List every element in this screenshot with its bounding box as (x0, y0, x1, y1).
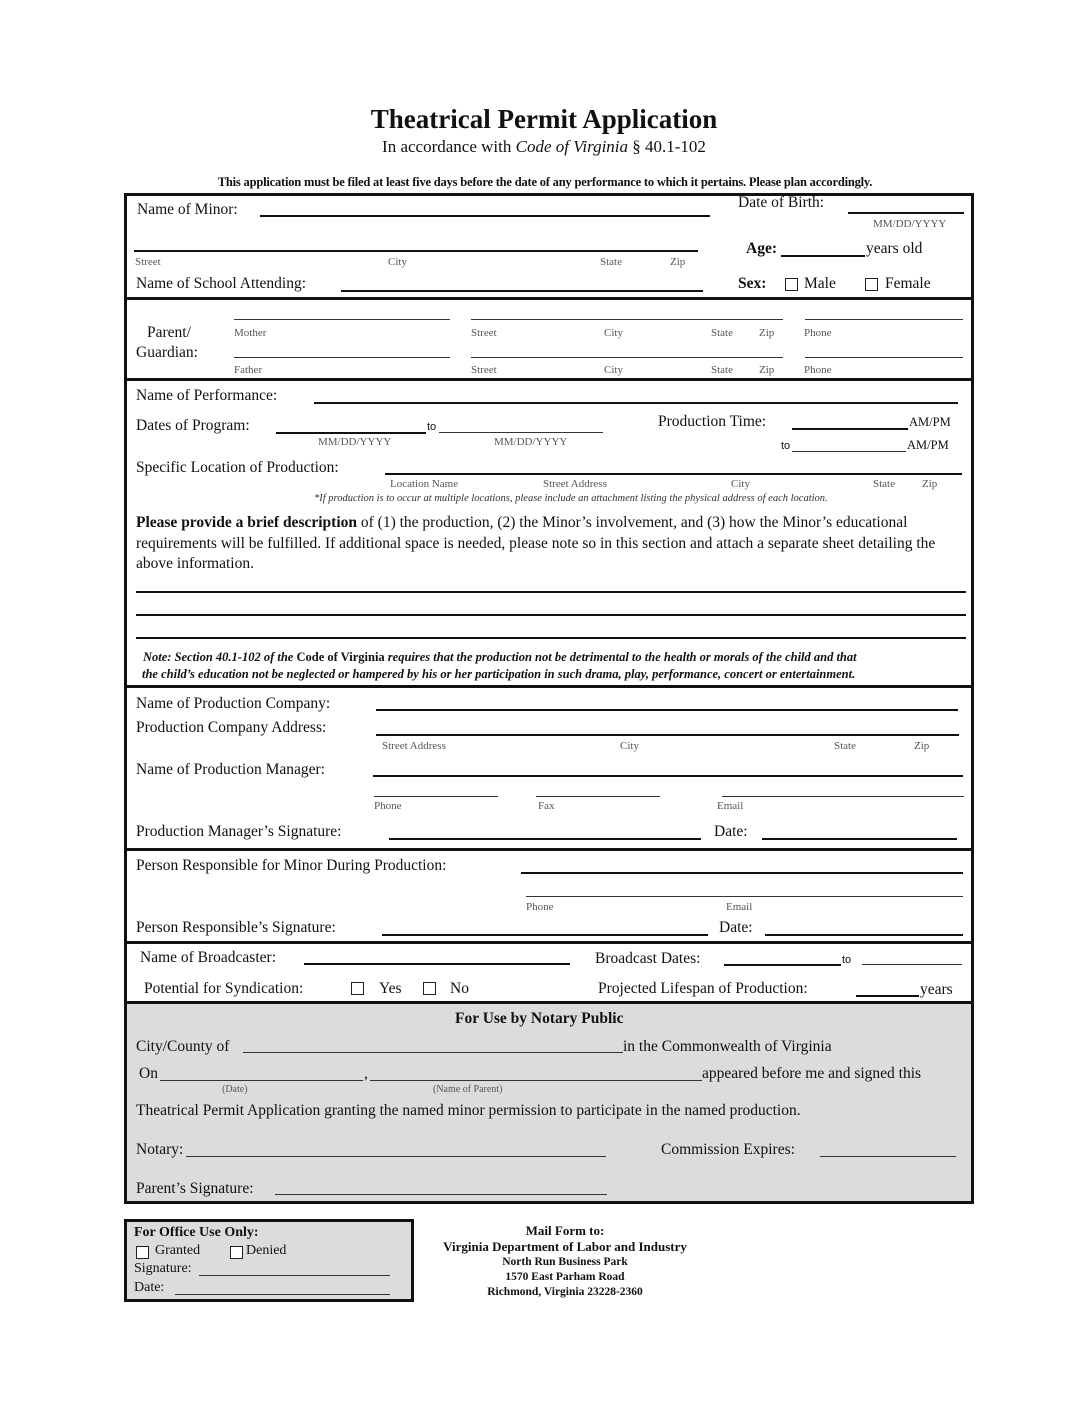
address-hint-state: State (600, 256, 622, 268)
start-time-field[interactable] (792, 428, 908, 430)
father-state-hint: State (711, 364, 733, 376)
male-checkbox[interactable] (785, 278, 798, 291)
father-street-hint: Street (471, 364, 497, 376)
manager-fax-field[interactable] (536, 796, 660, 797)
start-ampm: AM/PM (909, 415, 951, 429)
school-field[interactable] (341, 290, 703, 292)
denied-label: Denied (246, 1243, 287, 1258)
father-phone-hint: Phone (804, 364, 832, 376)
office-date-label: Date: (134, 1280, 165, 1295)
notary-date-field[interactable] (160, 1080, 363, 1081)
manager-signature-label: Production Manager’s Signature: (136, 823, 342, 840)
description-line-1[interactable] (136, 591, 966, 593)
address-hint-street: Street (135, 256, 161, 268)
school-label: Name of School Attending: (136, 275, 307, 292)
age-field[interactable] (781, 255, 865, 257)
company-zip-hint: Zip (914, 740, 930, 752)
notary-parent-hint: (Name of Parent) (433, 1084, 503, 1095)
responsible-phone-hint: Phone (526, 901, 554, 913)
parent-signature-label: Parent’s Signature: (136, 1180, 254, 1197)
company-city-hint: City (620, 740, 639, 752)
syndication-no-label: No (450, 980, 469, 997)
notary-heading: For Use by Notary Public (455, 1010, 624, 1027)
parent-signature-field[interactable] (275, 1194, 607, 1195)
broadcaster-label: Name of Broadcaster: (140, 949, 276, 966)
performance-name-label: Name of Performance: (136, 387, 278, 404)
time-to: to (781, 440, 791, 452)
mail-org: Virginia Department of Labor and Industry (443, 1239, 687, 1254)
company-name-label: Name of Production Company: (136, 695, 331, 712)
subtitle-prefix: In accordance with (382, 137, 516, 156)
dob-field[interactable] (848, 212, 964, 214)
description-line-3[interactable] (136, 637, 966, 639)
manager-date-label: Date: (714, 823, 748, 840)
manager-fax-hint: Fax (538, 800, 555, 812)
address-hint-city: City (388, 256, 407, 268)
company-address-field[interactable] (376, 734, 959, 736)
lifespan-label: Projected Lifespan of Production: (598, 980, 808, 997)
mail-line2: 1570 East Parham Road (505, 1271, 625, 1283)
company-street-hint: Street Address (382, 740, 446, 752)
father-zip-hint: Zip (759, 364, 775, 376)
manager-email-field[interactable] (722, 796, 964, 797)
mother-street-hint: Street (471, 327, 497, 339)
responsible-contact-field[interactable] (526, 896, 963, 897)
manager-name-field[interactable] (373, 775, 963, 777)
legal-note-line2: the child’s education not be neglected or hampered by his or her participation in such drama, play, performance, concert or entertainment. (142, 667, 856, 681)
responsible-signature-field[interactable] (382, 934, 708, 936)
manager-name-label: Name of Production Manager: (136, 761, 325, 778)
syndication-yes-label: Yes (379, 980, 402, 997)
commission-field[interactable] (820, 1156, 956, 1157)
location-street-hint: Street Address (543, 478, 607, 490)
broadcast-dates-label: Broadcast Dates: (595, 950, 701, 967)
notary-field[interactable] (186, 1156, 606, 1157)
performance-name-field[interactable] (314, 402, 958, 404)
location-name-hint: Location Name (390, 478, 459, 490)
location-zip-hint: Zip (922, 478, 938, 490)
end-time-field[interactable] (792, 451, 906, 452)
minor-name-label: Name of Minor: (137, 201, 238, 218)
father-city-hint: City (604, 364, 623, 376)
mother-hint: Mother (234, 327, 267, 339)
mother-name-field[interactable] (234, 319, 450, 320)
company-name-field[interactable] (376, 709, 958, 711)
denied-checkbox[interactable] (230, 1246, 243, 1259)
form-title: Theatrical Permit Application (370, 104, 718, 134)
notary-label: Notary: (136, 1141, 184, 1158)
father-name-field[interactable] (234, 357, 450, 358)
lifespan-field[interactable] (856, 995, 919, 997)
location-state-hint: State (873, 478, 895, 490)
office-heading: For Office Use Only: (134, 1225, 259, 1240)
legal-note-line1 (143, 650, 857, 665)
mail-line3: Richmond, Virginia 23228-2360 (487, 1286, 643, 1298)
parent-name-field[interactable] (370, 1080, 702, 1081)
guardian-label-line1: Parent/ (147, 324, 191, 341)
office-date-field[interactable] (175, 1294, 390, 1295)
subtitle-suffix: § 40.1-102 (628, 137, 706, 156)
minor-address-field[interactable] (134, 250, 698, 252)
form-subtitle (0, 137, 1088, 157)
on-label: On (139, 1065, 158, 1082)
dob-format-hint: MM/DD/YYYY (873, 218, 947, 230)
legal-note-b: requires that the production not be detrimental to the health or morals of the child and that (384, 650, 857, 664)
on-comma: , (364, 1065, 368, 1082)
multi-location-note: *If production is to occur at multiple locations, please include an attachment listing the physical address of each location. (314, 493, 828, 504)
dates-label: Dates of Program: (136, 417, 250, 434)
description-instructions (136, 513, 966, 575)
commonwealth-text: in the Commonwealth of Virginia (623, 1038, 832, 1055)
age-label: Age: (746, 240, 777, 257)
notary-statement: Theatrical Permit Application granting the named minor permission to participate in the named production. (136, 1102, 801, 1119)
broadcast-start-field[interactable] (724, 964, 841, 966)
manager-phone-field[interactable] (374, 796, 498, 797)
female-label: Female (885, 275, 931, 292)
granted-label: Granted (155, 1243, 201, 1258)
end-ampm: AM/PM (907, 438, 949, 452)
responsible-name-field[interactable] (521, 872, 963, 874)
mail-heading: Mail Form to: (525, 1223, 605, 1238)
responsible-email-hint: Email (726, 901, 753, 913)
minor-name-field[interactable] (260, 215, 710, 217)
responsible-signature-label: Person Responsible’s Signature: (136, 919, 336, 936)
male-label: Male (804, 275, 836, 292)
description-bold: Please provide a brief description (136, 514, 357, 531)
responsible-name-label: Person Responsible for Minor During Production: (136, 857, 447, 874)
sex-label: Sex: (738, 275, 767, 292)
end-date-field[interactable] (439, 432, 603, 433)
mother-zip-hint: Zip (759, 327, 775, 339)
start-date-field[interactable] (276, 432, 426, 434)
city-county-label: City/County of (136, 1038, 230, 1055)
guardian-label-line2: Guardian: (136, 344, 198, 361)
manager-date-field[interactable] (762, 838, 957, 840)
manager-phone-hint: Phone (374, 800, 402, 812)
address-hint-zip: Zip (670, 256, 686, 268)
syndication-yes-checkbox[interactable] (351, 982, 364, 995)
responsible-date-label: Date: (719, 919, 753, 936)
office-signature-label: Signature: (134, 1261, 192, 1276)
broadcaster-field[interactable] (304, 963, 570, 965)
mother-city-hint: City (604, 327, 623, 339)
description-text: of (1) the production, (2) the Minor’s involvement, and (3) how the Minor’s educational requirements will be fulfilled. If additional space is needed, please note so in this section and attach a separate sheet detailing the above information. (136, 514, 936, 572)
female-checkbox[interactable] (865, 278, 878, 291)
production-time-label: Production Time: (658, 413, 767, 430)
location-city-hint: City (731, 478, 750, 490)
broadcast-to: to (842, 954, 852, 966)
office-signature-field[interactable] (199, 1275, 390, 1276)
mail-line1: North Run Business Park (502, 1256, 628, 1268)
description-line-2[interactable] (136, 614, 966, 616)
father-phone-field[interactable] (805, 357, 963, 358)
start-date-format: MM/DD/YYYY (318, 436, 392, 448)
notary-date-hint: (Date) (222, 1084, 248, 1095)
age-suffix: years old (866, 240, 923, 257)
appeared-text: appeared before me and signed this (702, 1065, 922, 1082)
dob-label: Date of Birth: (738, 194, 825, 211)
commission-label: Commission Expires: (661, 1141, 795, 1158)
manager-email-hint: Email (717, 800, 744, 812)
mother-phone-hint: Phone (804, 327, 832, 339)
mother-state-hint: State (711, 327, 733, 339)
end-date-format: MM/DD/YYYY (494, 436, 568, 448)
location-field[interactable] (385, 473, 962, 475)
dates-to: to (427, 421, 437, 433)
manager-signature-field[interactable] (389, 838, 701, 840)
responsible-date-field[interactable] (765, 934, 963, 936)
company-address-label: Production Company Address: (136, 719, 327, 736)
subtitle-code: Code of Virginia (515, 137, 629, 156)
filing-notice: This application must be filed at least five days before the date of any performance to which it pertains. Please plan accordingly. (217, 175, 873, 189)
father-address-field[interactable] (471, 357, 783, 358)
mother-phone-field[interactable] (805, 319, 963, 320)
syndication-label: Potential for Syndication: (144, 980, 304, 997)
granted-checkbox[interactable] (136, 1246, 149, 1259)
mother-address-field[interactable] (471, 319, 783, 320)
legal-note-code: Code of Virginia (296, 650, 385, 664)
company-state-hint: State (834, 740, 856, 752)
father-hint: Father (234, 364, 263, 376)
legal-note-a: Note: Section 40.1-102 of the (143, 650, 297, 664)
city-county-field[interactable] (243, 1052, 623, 1053)
broadcast-end-field[interactable] (862, 964, 962, 965)
syndication-no-checkbox[interactable] (423, 982, 436, 995)
lifespan-suffix: years (920, 981, 953, 998)
location-label: Specific Location of Production: (136, 459, 339, 476)
